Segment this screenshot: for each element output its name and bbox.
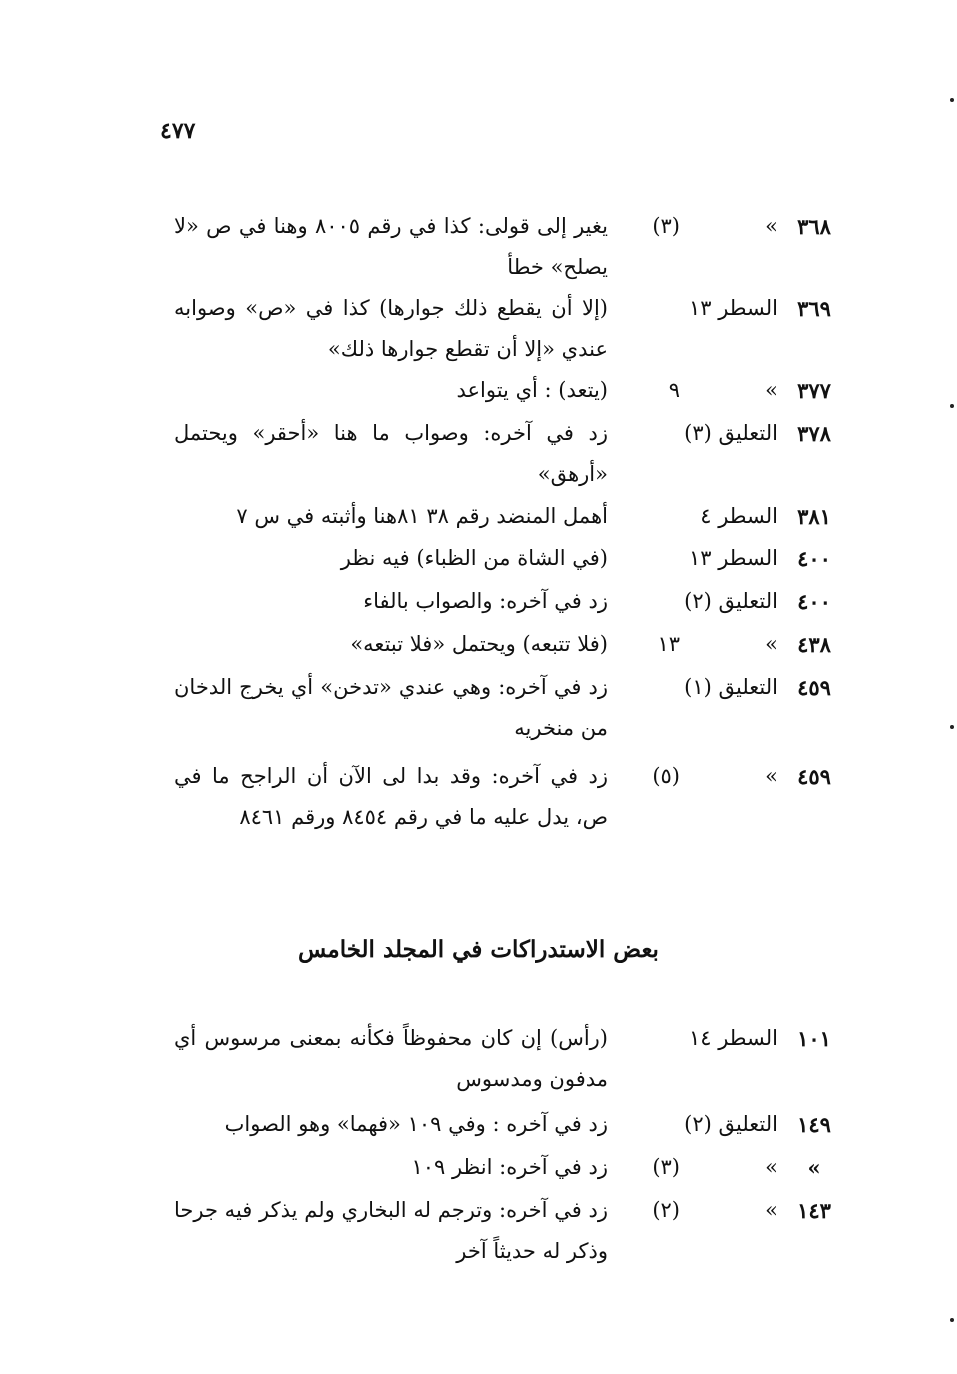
entry-page-number: ٤٠٠ (797, 589, 831, 614)
entry-row (150, 756, 850, 838)
entry-text: زد في آخره: والصواب بالفاء (363, 589, 608, 613)
entry-page-number: ٤٣٨ (797, 632, 831, 657)
entry-location: » (765, 378, 778, 402)
entry-location: التعليق (١) (684, 675, 778, 699)
entry-location: » (765, 764, 778, 788)
entry-text: (يتعد) : أي يتواعد (456, 378, 608, 402)
entry-row (150, 1147, 850, 1188)
entry-row (150, 413, 850, 495)
entry-location: » (765, 214, 778, 238)
entry-row (150, 667, 850, 749)
entry-page-number: ٣٨١ (797, 504, 831, 529)
margin-speck (950, 1318, 954, 1322)
entry-text: زد في آخره : وفي ١٠٩ «فهما» وهو الصواب (224, 1112, 608, 1136)
margin-speck (950, 725, 954, 729)
entry-row (150, 288, 850, 370)
entry-text: زد في آخره: وقد بدا لى الآن أن الراجح ما في ص، يدل عليه ما في رقم ٨٤٥٤ ورقم ٨٤٦١ (174, 764, 608, 829)
entry-reference (624, 496, 680, 537)
entry-location: التعليق (٢) (684, 1112, 778, 1136)
entry-location: » (765, 632, 778, 656)
entry-location: السطر ٤ (700, 504, 778, 528)
entry-reference: (٢) (652, 1198, 680, 1222)
entry-location: » (765, 1155, 778, 1179)
entry-page-number: ٣٧٨ (797, 421, 831, 446)
entry-page-number: ٣٦٩ (797, 296, 831, 321)
entry-text: زد في آخره: وهي عندي «تدخن» أي يخرج الدخان من منخريه (174, 675, 608, 740)
entry-row (150, 1018, 850, 1100)
entry-page-number: ١٠١ (797, 1026, 831, 1051)
entry-page-number: ١٤٣ (797, 1198, 831, 1223)
entry-page-number: ٤٠٠ (797, 546, 831, 571)
entry-reference: ١٣ (657, 632, 680, 656)
margin-speck (950, 98, 954, 102)
entry-reference: (٣) (652, 1155, 680, 1179)
entry-text: زد في آخره: وصواب ما هنا «أحقر» ويحتمل «أرهق» (174, 421, 608, 486)
entry-location: التعليق (٣) (684, 421, 778, 445)
entry-row (150, 1190, 850, 1272)
entry-page-number: » (807, 1155, 821, 1180)
entry-text: (إلا أن يقطع ذلك جوارها) كذا في «ص» وصوابه عندي «إلا أن تقطع جوارها ذلك» (174, 296, 608, 361)
entry-text: يغير إلى قولى: كذا في رقم ٨٠٠٥ وهنا في ص «لا يصلح» خطأ (174, 214, 608, 279)
entry-text: زد في آخره: انظر ١٠٩ (411, 1155, 608, 1179)
entry-text: زد في آخره: وترجم له البخاري ولم يذكر فيه جرحا وذكر له حديثاً آخر (174, 1198, 608, 1263)
entry-reference (624, 581, 680, 622)
entry-reference (624, 288, 680, 370)
entry-reference (624, 667, 680, 749)
page-number: ٤٧٧ (160, 118, 196, 144)
entry-text: (رأس) إن كان محفوظاً فكأنه بمعنى مرسوس أي مدفون ومدسوس (174, 1026, 608, 1091)
entry-reference (624, 538, 680, 579)
entry-row (150, 624, 850, 665)
entry-page-number: ٤٥٩ (797, 675, 831, 700)
entry-reference (624, 1104, 680, 1145)
entry-row (150, 1104, 850, 1145)
entry-row (150, 206, 850, 288)
entry-page-number: ٣٦٨ (797, 214, 831, 239)
entry-location: السطر ١٣ (688, 296, 778, 320)
entry-row (150, 581, 850, 622)
entry-location: السطر ١٣ (688, 546, 778, 570)
entry-row (150, 370, 850, 411)
entry-page-number: ١٤٩ (797, 1112, 831, 1137)
entry-location: السطر ١٤ (688, 1026, 778, 1050)
entry-text: أهمل المنضد رقم ٣٨ ٨١هنا وأثبته في س ٧ (236, 504, 608, 528)
entry-location: » (765, 1198, 778, 1222)
entry-page-number: ٣٧٧ (797, 378, 831, 403)
entry-reference: (٥) (652, 764, 680, 788)
entry-reference (624, 413, 680, 495)
entry-row (150, 538, 850, 579)
entry-reference: (٣) (652, 214, 680, 238)
entry-row (150, 496, 850, 537)
entry-text: (في الشاة من الظباء) فيه نظر (340, 546, 608, 570)
margin-speck (950, 404, 954, 408)
entry-text: (فلا تتبعه) ويحتمل «فلا تبتعه» (350, 632, 608, 656)
entry-page-number: ٤٥٩ (797, 764, 831, 789)
entry-reference (624, 1018, 680, 1100)
entry-location: التعليق (٢) (684, 589, 778, 613)
section-heading: بعض الاستدراكات في المجلد الخامس (298, 936, 659, 963)
entry-reference: ٩ (668, 378, 680, 402)
